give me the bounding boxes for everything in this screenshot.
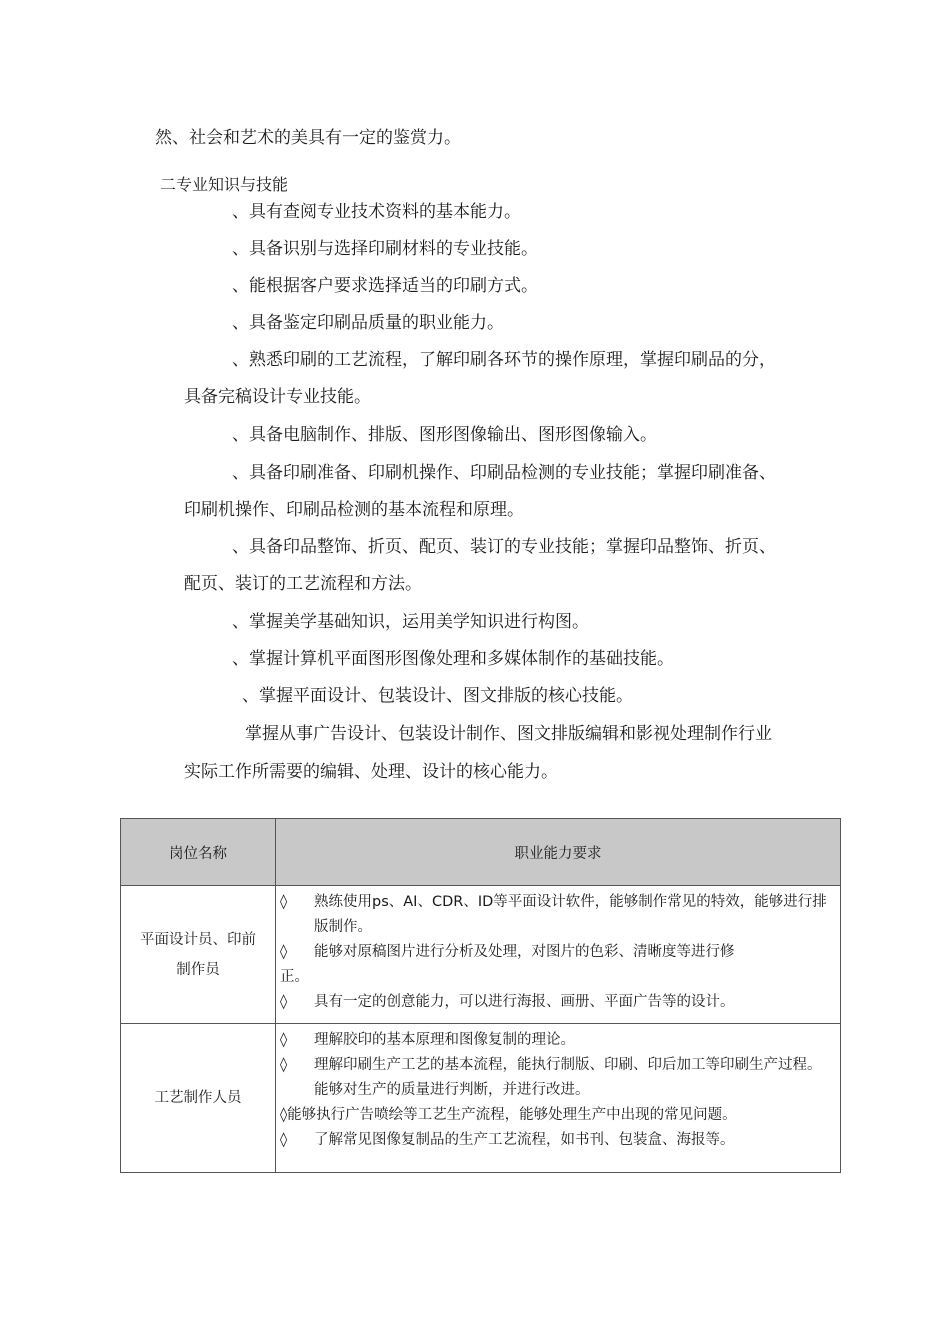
skill-line: 、掌握计算机平面图形图像处理和多媒体制作的基础技能。 (232, 649, 674, 669)
position-name: 工艺制作人员 (154, 1090, 242, 1106)
requirement-text: 理解胶印的基本原理和图像复制的理论。 (314, 1032, 575, 1048)
skill-line: 具备完稿设计专业技能。 (184, 387, 371, 407)
skill-line: 、掌握平面设计、包装设计、图文排版的核心技能。 (242, 686, 633, 706)
requirement-item (280, 1028, 832, 1053)
diamond-bullet-icon: ◊ (280, 1057, 288, 1073)
requirement-text: 了解常见图像复制品的生产工艺流程，如书刊、包装盒、海报等。 (314, 1132, 735, 1148)
diamond-bullet-icon: ◊ (280, 944, 288, 960)
skill-line: 、具备印品整饰、折页、配页、装订的专业技能；掌握印品整饰、折页、 (232, 537, 776, 557)
table-row (121, 886, 841, 1024)
table-header-row (121, 819, 841, 886)
requirements-cell (276, 886, 841, 1024)
requirement-text: 能够执行广告喷绘等工艺生产流程，能够处理生产中出现的常见问题。 (287, 1107, 737, 1123)
section-title: 二专业知识与技能 (160, 175, 289, 194)
requirement-text: 能够对原稿图片进行分析及处理，对图片的色彩、清晰度等进行修 (314, 944, 735, 960)
requirement-item (280, 940, 832, 990)
requirement-text: 具有一定的创意能力，可以进行海报、画册、平面广告等的设计。 (314, 994, 735, 1010)
skill-line: 掌握从事广告设计、包装设计制作、图文排版编辑和影视处理制作行业 (245, 724, 772, 744)
skill-line: 实际工作所需要的编辑、处理、设计的核心能力。 (184, 762, 558, 782)
intro-tail-text: 然、社会和艺术的美具有一定的鉴赏力。 (155, 128, 461, 148)
requirement-item (280, 1053, 832, 1103)
requirement-text: 熟练使用ps、AI、CDR、ID等平面设计软件，能够制作常见的特效，能够进行排版制作。 (314, 894, 827, 935)
requirement-item (280, 1103, 832, 1128)
header-position: 岗位名称 (121, 819, 276, 886)
skill-line: 配页、装订的工艺流程和方法。 (184, 574, 422, 594)
requirement-item (280, 990, 832, 1015)
skill-line: 、具备电脑制作、排版、图形图像输出、图形图像输入。 (232, 425, 657, 445)
requirement-item (280, 1128, 832, 1153)
skill-line: 、具备鉴定印刷品质量的职业能力。 (232, 313, 504, 333)
table-row (121, 1024, 841, 1173)
diamond-bullet-icon: ◊ (280, 994, 288, 1010)
diamond-bullet-icon: ◊ (280, 1107, 288, 1123)
position-name-line: 制作员 (176, 961, 220, 978)
requirement-text: 正。 (280, 969, 309, 985)
diamond-bullet-icon: ◊ (280, 1132, 288, 1148)
position-cell (121, 886, 276, 1024)
position-name-line: 平面设计员、印前 (140, 931, 256, 948)
requirement-text: 理解印刷生产工艺的基本流程，能执行制版、印刷、印后加工等印刷生产过程。能够对生产的质量进行判断，并进行改进。 (314, 1057, 822, 1098)
skill-line: 、具备印刷准备、印刷机操作、印刷品检测的专业技能；掌握印刷准备、 (232, 463, 776, 483)
position-cell (121, 1024, 276, 1173)
skill-line: 、熟悉印刷的工艺流程，了解印刷各环节的操作原理，掌握印刷品的分， (232, 350, 776, 370)
requirement-item (280, 890, 832, 940)
skill-line: 、具有查阅专业技术资料的基本能力。 (232, 202, 521, 222)
job-ability-table (120, 818, 841, 1173)
skill-line: 、具备识别与选择印刷材料的专业技能。 (232, 239, 538, 259)
diamond-bullet-icon: ◊ (280, 894, 288, 910)
header-requirements: 职业能力要求 (276, 819, 841, 886)
skill-line: 印刷机操作、印刷品检测的基本流程和原理。 (184, 500, 524, 520)
diamond-bullet-icon: ◊ (280, 1032, 288, 1048)
requirements-cell (276, 1024, 841, 1173)
skill-line: 、掌握美学基础知识，运用美学知识进行构图。 (232, 612, 589, 632)
skill-line: 、能根据客户要求选择适当的印刷方式。 (232, 276, 538, 296)
